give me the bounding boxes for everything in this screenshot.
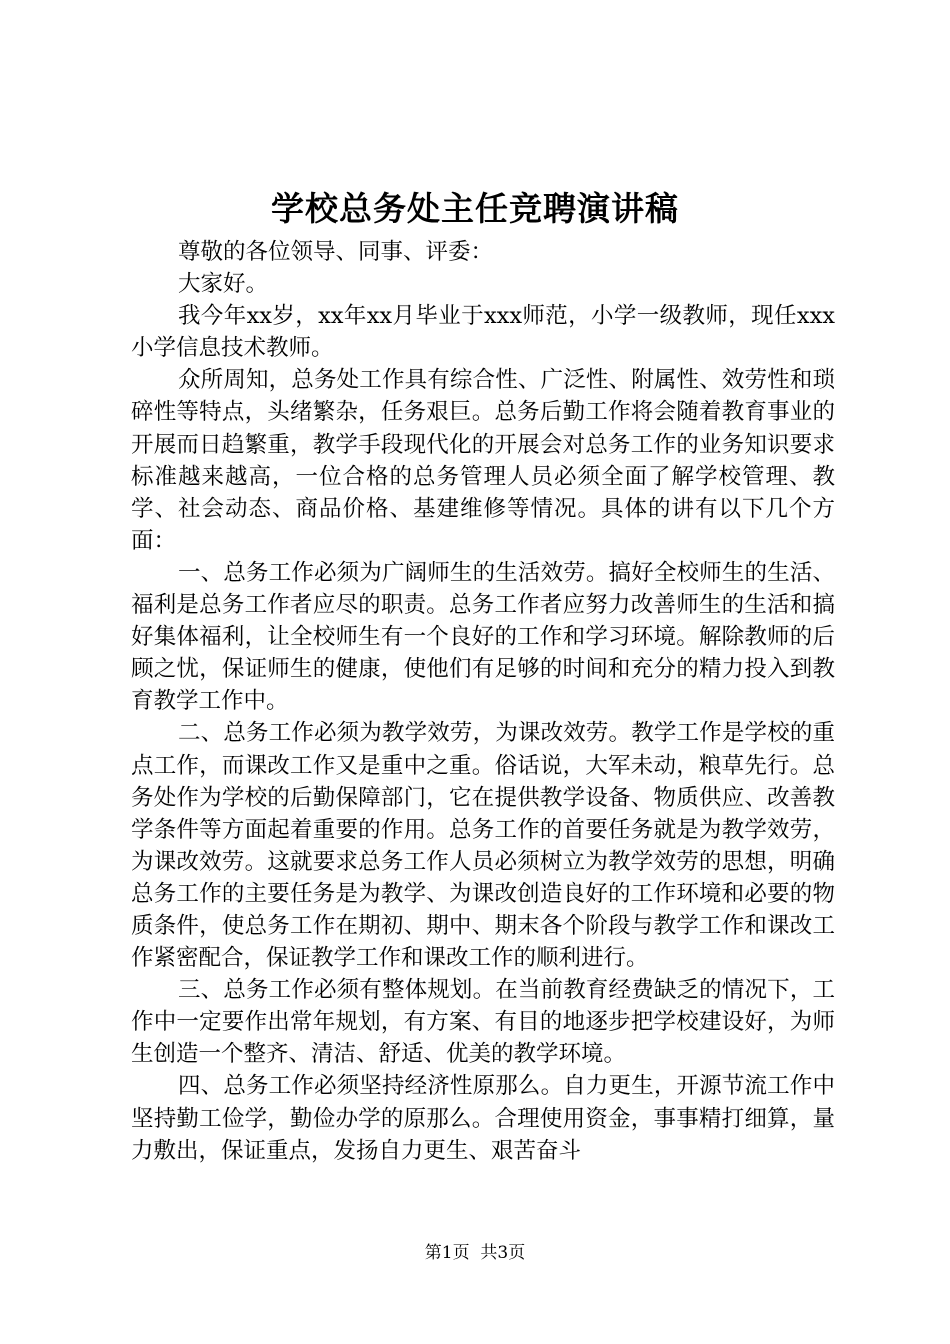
page-number: 第1页: [424, 1243, 470, 1263]
point-four-paragraph: 四、总务工作必须坚持经济性原那么。自力更生，开源节流工作中坚持勤工俭学，勤俭办学的原那么。合理使用资金，事事精打细算，量力敷出，保证重点，发扬自力更生、艰苦奋斗: [131, 1073, 835, 1164]
overview-paragraph: 众所周知，总务处工作具有综合性、广泛性、附属性、效劳性和琐碎性等特点，头绪繁杂，任务艰巨。总务后勤工作将会随着教育事业的开展而日趋繁重，教学手段现代化的开展会对总务工作的业务知识要求标准越来越高，一位合格的总务管理人员必须全面了解学校管理、教学、社会动态、商品价格、基建维修等情况。具体的讲有以下几个方面：: [131, 367, 835, 554]
point-two-paragraph: 二、总务工作必须为教学效劳，为课改效劳。教学工作是学校的重点工作，而课改工作又是重中之重。俗话说，大军未动，粮草先行。总务处作为学校的后勤保障部门，它在提供教学设备、物质供应、改善教学条件等方面起着重要的作用。总务工作的首要任务就是为教学效劳，为课改效劳。这就要求总务工作人员必须树立为教学效劳的思想，明确总务工作的主要任务是为教学、为课改创造良好的工作环境和必要的物质条件，使总务工作在期初、期中、期末各个阶段与教学工作和课改工作紧密配合，保证教学工作和课改工作的顺利进行。: [131, 720, 835, 972]
salutation-paragraph: 尊敬的各位领导、同事、评委：: [178, 239, 494, 265]
document-title: 学校总务处主任竞聘演讲稿: [271, 189, 679, 228]
page-footer: [0, 1241, 950, 1265]
document-body: [131, 236, 835, 1167]
self-intro-paragraph: 我今年xx岁，xx年xx月毕业于xxx师范，小学一级教师，现任xxx小学信息技术教师。: [131, 303, 835, 362]
page-total: 共3页: [480, 1243, 526, 1263]
point-three-paragraph: 三、总务工作必须有整体规划。在当前教育经费缺乏的情况下，工作中一定要作出常年规划，有方案、有目的地逐步把学校建设好，为师生创造一个整齐、清洁、舒适、优美的教学环境。: [131, 977, 835, 1068]
greeting-paragraph: 大家好。: [178, 271, 269, 298]
point-one-paragraph: 一、总务工作必须为广阔师生的生活效劳。搞好全校师生的生活、福利是总务工作者应尽的职责。总务工作者应努力改善师生的生活和搞好集体福利，让全校师生有一个良好的工作和学习环境。解除教师的后顾之忧，保证师生的健康，使他们有足够的时间和充分的精力投入到教育教学工作中。: [131, 559, 835, 715]
